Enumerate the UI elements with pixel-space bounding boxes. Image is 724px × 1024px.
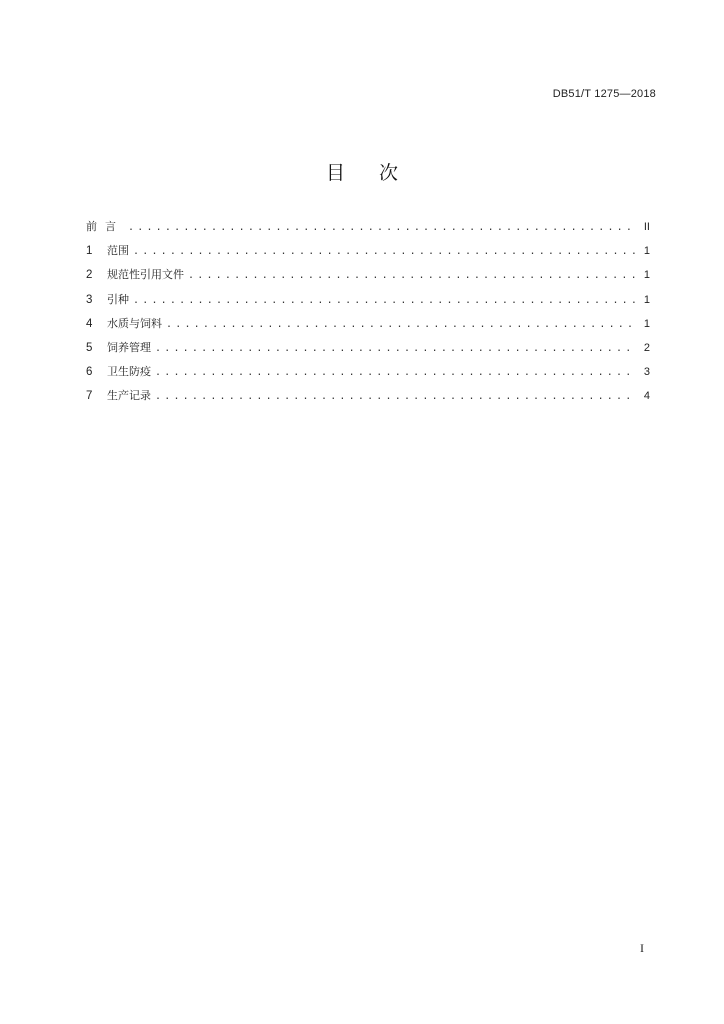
toc-entry-number: 5 (86, 341, 93, 354)
toc-entry-page: 1 (643, 245, 650, 258)
toc-entry-label: 范围 (107, 244, 129, 258)
toc-entry-page: 2 (643, 341, 650, 354)
toc-entry-label: 饲养管理 (107, 340, 151, 354)
toc-entry-page: 3 (643, 366, 650, 379)
toc-entry-normative-references[interactable] (86, 266, 650, 290)
document-code: DB51/T 1275—2018 (552, 88, 656, 100)
toc-leader-dots (155, 343, 636, 354)
toc-entry-number: 1 (86, 245, 93, 258)
toc-entry-label: 引种 (107, 292, 129, 306)
toc-title: 目次 (325, 162, 432, 184)
toc-entry-page: 1 (643, 293, 650, 306)
toc-entry-label: 规范性引用文件 (107, 268, 184, 282)
toc-entry-scope[interactable] (86, 242, 650, 266)
toc-entry-label: 水质与饲料 (107, 316, 162, 330)
toc-entry-number: 2 (86, 269, 93, 282)
toc-entry-number: 7 (86, 390, 93, 403)
toc-entry-label: 前言 (86, 220, 124, 233)
toc-entry-number: 6 (86, 366, 93, 379)
toc-leader-dots (133, 295, 636, 306)
toc-entry-production-records[interactable] (86, 387, 650, 411)
table-of-contents (86, 218, 650, 412)
toc-entry-label: 卫生防疫 (107, 365, 151, 379)
toc-leader-dots (188, 270, 636, 281)
toc-leader-dots (155, 367, 636, 378)
toc-entry-number: 4 (86, 317, 93, 330)
toc-entry-introduction[interactable] (86, 291, 650, 315)
toc-entry-water-and-feed[interactable] (86, 315, 650, 339)
toc-entry-number: 3 (86, 293, 93, 306)
toc-entry-preface[interactable] (86, 218, 650, 242)
toc-leader-dots (133, 246, 636, 257)
toc-entry-page: II (643, 221, 650, 233)
page-number: I (640, 941, 644, 955)
toc-entry-page: 4 (643, 390, 650, 403)
toc-entry-page: 1 (643, 317, 650, 330)
toc-entry-page: 1 (643, 269, 650, 282)
toc-entry-hygiene-epidemic-prevention[interactable] (86, 363, 650, 387)
toc-entry-label: 生产记录 (107, 389, 151, 403)
toc-leader-dots (155, 391, 636, 402)
toc-leader-dots (128, 222, 636, 233)
toc-leader-dots (166, 319, 636, 330)
toc-entry-feeding-management[interactable] (86, 339, 650, 363)
